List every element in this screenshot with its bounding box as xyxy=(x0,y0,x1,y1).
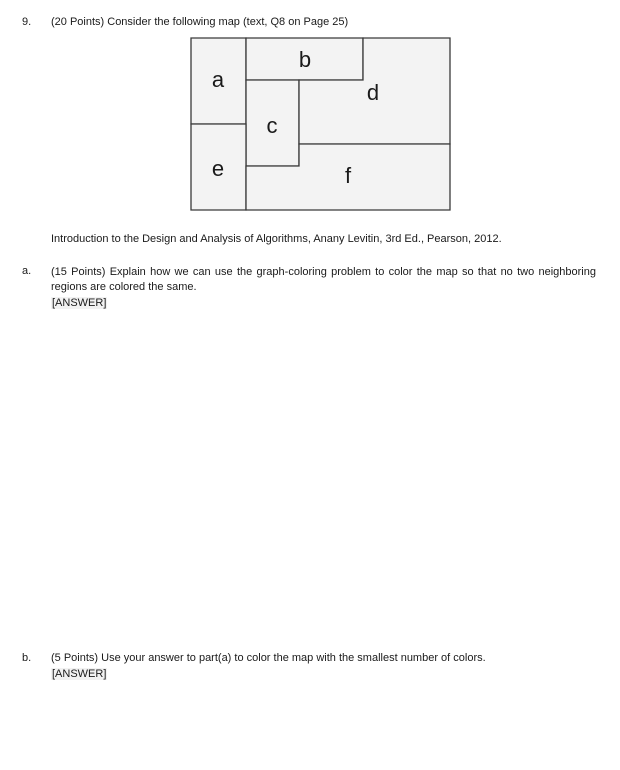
part-b-text: (5 Points) Use your answer to part(a) to color the map with the smallest number of colors. xyxy=(51,652,486,664)
region-c-label: c xyxy=(266,113,278,138)
map-figure xyxy=(190,37,452,213)
part-b-marker: b. xyxy=(22,652,32,664)
region-map xyxy=(190,37,452,216)
part-b-answer-field[interactable] xyxy=(51,668,107,680)
part-a-marker: a. xyxy=(22,265,32,277)
part-b-answer-placeholder: [ANSWER] xyxy=(52,668,107,680)
part-a-text: (15 Points) Explain how we can use the graph-coloring problem to color the map so that no two neighboring regions are colored the same. xyxy=(51,266,596,293)
question-header: (20 Points) Consider the following map (text, Q8 on Page 25) xyxy=(51,16,349,28)
part-a-answer-placeholder: [ANSWER] xyxy=(52,297,107,309)
region-e-label: e xyxy=(211,156,225,181)
source-caption: Introduction to the Design and Analysis of Algorithms, Anany Levitin, 3rd Ed., Pearson, 2012. xyxy=(51,233,502,245)
region-d-label: d xyxy=(366,80,380,105)
region-b-label: b xyxy=(298,47,312,72)
region-a-label: a xyxy=(211,67,225,92)
part-a-answer-field[interactable] xyxy=(51,297,107,309)
region-f-label: f xyxy=(344,163,352,188)
question-number: 9. xyxy=(22,16,32,28)
